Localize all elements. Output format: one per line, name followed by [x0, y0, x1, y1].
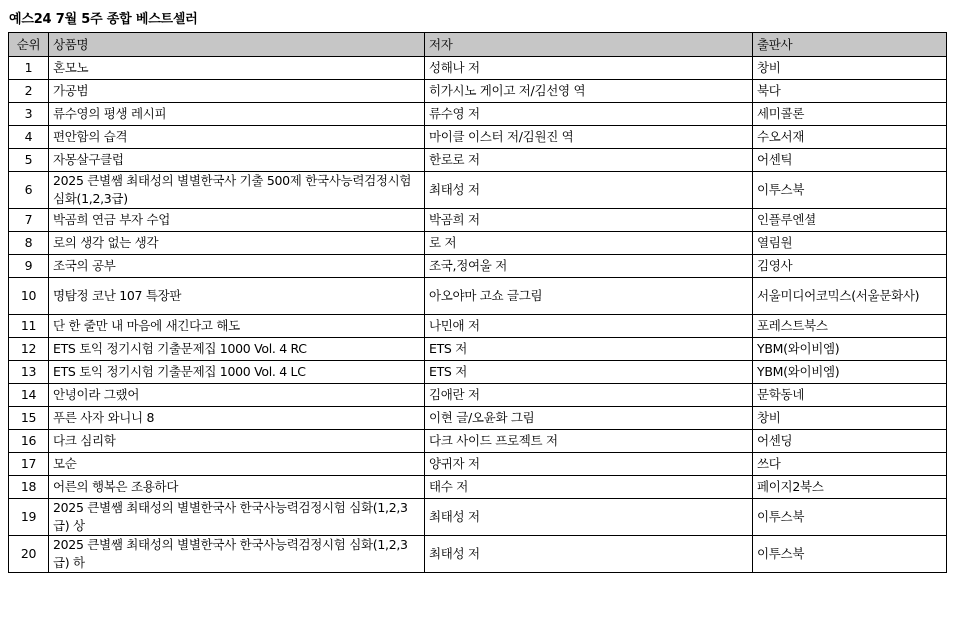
table-row [9, 209, 947, 232]
rank-cell: 2 [9, 80, 49, 103]
author-cell: 마이클 이스터 저/김원진 역 [425, 126, 753, 149]
rank-cell: 6 [9, 172, 49, 209]
title-cell: 류수영의 평생 레시피 [49, 103, 425, 126]
author-cell: ETS 저 [425, 361, 753, 384]
bestseller-table [8, 32, 947, 573]
table-row [9, 499, 947, 536]
author-cell: 태수 저 [425, 476, 753, 499]
publisher-cell: 포레스트북스 [753, 315, 947, 338]
rank-cell: 3 [9, 103, 49, 126]
table-row [9, 407, 947, 430]
page-title: 예스24 7월 5주 종합 베스트셀러 [9, 12, 198, 27]
publisher-cell: 서울미디어코믹스(서울문화사) [753, 278, 947, 315]
author-cell: 히가시노 게이고 저/김선영 역 [425, 80, 753, 103]
table-row [9, 232, 947, 255]
publisher-cell: YBM(와이비엠) [753, 361, 947, 384]
title-cell: ETS 토익 정기시험 기출문제집 1000 Vol. 4 LC [49, 361, 425, 384]
rank-cell: 17 [9, 453, 49, 476]
title-cell: 2025 큰별쌤 최태성의 별별한국사 한국사능력검정시험 심화(1,2,3급) 하 [49, 536, 425, 573]
rank-cell: 14 [9, 384, 49, 407]
title-cell: 모순 [49, 453, 425, 476]
rank-cell: 16 [9, 430, 49, 453]
author-cell: 류수영 저 [425, 103, 753, 126]
table-row [9, 80, 947, 103]
rank-cell: 20 [9, 536, 49, 573]
title-cell: 박곰희 연금 부자 수업 [49, 209, 425, 232]
author-cell: ETS 저 [425, 338, 753, 361]
publisher-cell: 문학동네 [753, 384, 947, 407]
header-publisher: 출판사 [753, 33, 947, 57]
title-cell: 어른의 행복은 조용하다 [49, 476, 425, 499]
rank-cell: 8 [9, 232, 49, 255]
header-author: 저자 [425, 33, 753, 57]
table-row [9, 536, 947, 573]
publisher-cell: 북다 [753, 80, 947, 103]
author-cell: 다크 사이드 프로젝트 저 [425, 430, 753, 453]
rank-cell: 15 [9, 407, 49, 430]
title-cell: 로의 생각 없는 생각 [49, 232, 425, 255]
publisher-cell: 창비 [753, 407, 947, 430]
publisher-cell: 열림원 [753, 232, 947, 255]
title-cell: 푸른 사자 와니니 8 [49, 407, 425, 430]
table-row [9, 430, 947, 453]
table-row [9, 453, 947, 476]
author-cell: 이현 글/오윤화 그림 [425, 407, 753, 430]
table-row [9, 338, 947, 361]
title-cell: 가공범 [49, 80, 425, 103]
table-row [9, 315, 947, 338]
title-cell: 안녕이라 그랬어 [49, 384, 425, 407]
table-header-row [9, 33, 947, 57]
publisher-cell: 어센틱 [753, 149, 947, 172]
table-row [9, 278, 947, 315]
title-cell: 2025 큰별쌤 최태성의 별별한국사 기출 500제 한국사능력검정시험 심화(1,2,3급) [49, 172, 425, 209]
publisher-cell: 김영사 [753, 255, 947, 278]
table-row [9, 149, 947, 172]
rank-cell: 5 [9, 149, 49, 172]
title-cell: 다크 심리학 [49, 430, 425, 453]
table-row [9, 476, 947, 499]
title-cell: 명탐정 코난 107 특장판 [49, 278, 425, 315]
rank-cell: 9 [9, 255, 49, 278]
table-row [9, 126, 947, 149]
publisher-cell: 인플루엔셜 [753, 209, 947, 232]
table-row [9, 172, 947, 209]
title-cell: 자몽살구클럽 [49, 149, 425, 172]
author-cell: 나민애 저 [425, 315, 753, 338]
author-cell: 조국,정여울 저 [425, 255, 753, 278]
publisher-cell: 창비 [753, 57, 947, 80]
publisher-cell: YBM(와이비엠) [753, 338, 947, 361]
publisher-cell: 수오서재 [753, 126, 947, 149]
publisher-cell: 이투스북 [753, 499, 947, 536]
table-row [9, 384, 947, 407]
rank-cell: 4 [9, 126, 49, 149]
rank-cell: 13 [9, 361, 49, 384]
title-cell: 편안함의 습격 [49, 126, 425, 149]
author-cell: 아오야마 고쇼 글그림 [425, 278, 753, 315]
rank-cell: 11 [9, 315, 49, 338]
publisher-cell: 이투스북 [753, 172, 947, 209]
title-cell: 조국의 공부 [49, 255, 425, 278]
publisher-cell: 세미콜론 [753, 103, 947, 126]
rank-cell: 19 [9, 499, 49, 536]
table-row [9, 361, 947, 384]
author-cell: 최태성 저 [425, 536, 753, 573]
header-rank: 순위 [9, 33, 49, 57]
publisher-cell: 어센딩 [753, 430, 947, 453]
author-cell: 양귀자 저 [425, 453, 753, 476]
rank-cell: 7 [9, 209, 49, 232]
title-cell: ETS 토익 정기시험 기출문제집 1000 Vol. 4 RC [49, 338, 425, 361]
author-cell: 김애란 저 [425, 384, 753, 407]
publisher-cell: 페이지2북스 [753, 476, 947, 499]
publisher-cell: 이투스북 [753, 536, 947, 573]
table-row [9, 103, 947, 126]
rank-cell: 18 [9, 476, 49, 499]
rank-cell: 1 [9, 57, 49, 80]
title-cell: 혼모노 [49, 57, 425, 80]
table-row [9, 57, 947, 80]
title-cell: 2025 큰별쌤 최태성의 별별한국사 한국사능력검정시험 심화(1,2,3급) 상 [49, 499, 425, 536]
author-cell: 성해나 저 [425, 57, 753, 80]
rank-cell: 10 [9, 278, 49, 315]
author-cell: 로 저 [425, 232, 753, 255]
table-row [9, 255, 947, 278]
rank-cell: 12 [9, 338, 49, 361]
author-cell: 한로로 저 [425, 149, 753, 172]
title-cell: 단 한 줄만 내 마음에 새긴다고 해도 [49, 315, 425, 338]
author-cell: 박곰희 저 [425, 209, 753, 232]
publisher-cell: 쓰다 [753, 453, 947, 476]
author-cell: 최태성 저 [425, 499, 753, 536]
header-title: 상품명 [49, 33, 425, 57]
author-cell: 최태성 저 [425, 172, 753, 209]
